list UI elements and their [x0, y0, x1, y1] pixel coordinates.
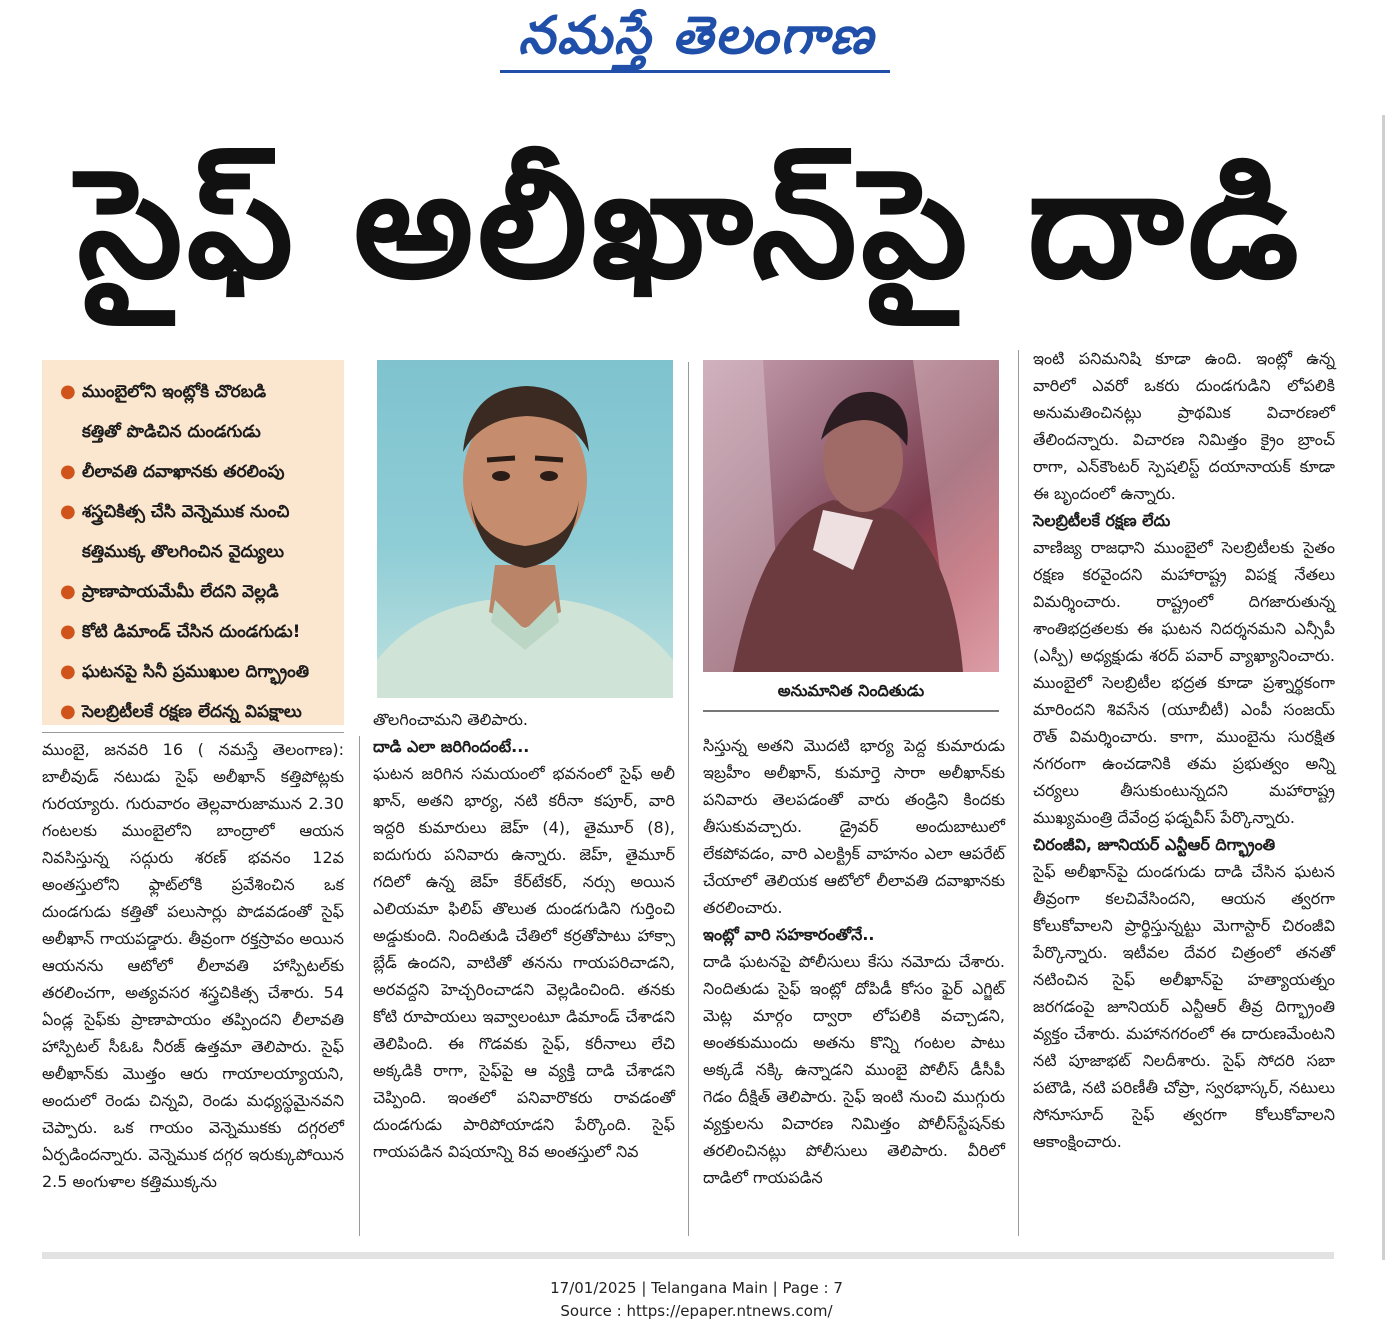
- highlight-item: ● లీలావతి దవాఖానకు తరలింపు: [60, 452, 336, 492]
- highlight-item: ● ఘటనపై సినీ ప్రముఖుల దిగ్భ్రాంతి: [60, 652, 336, 692]
- page-bottom-bar: [42, 1252, 1334, 1259]
- article-column-4: [1033, 345, 1335, 1155]
- bullet-icon: ●: [60, 661, 76, 682]
- highlight-item: ● ముంబైలోని ఇంట్లోకి చొరబడి కత్తితో పొడిచిన దుండగుడు: [60, 372, 336, 452]
- article-column-3: [703, 732, 1005, 1191]
- suspect-cctv-photo: [703, 360, 999, 672]
- footer-edition-info: 17/01/2025 | Telangana Main | Page : 7: [550, 1279, 843, 1297]
- highlights-box: [42, 360, 344, 725]
- column-divider: [359, 736, 360, 1236]
- bullet-icon: ●: [60, 501, 76, 522]
- subheading: దాడి ఎలా జరిగిందంటే...: [373, 737, 530, 756]
- article-paragraph: సిస్తున్న అతని మొదటి భార్య పెద్ద కుమారుడు ఇబ్రహీం అలీఖాన్, కుమార్తె సారా అలీఖాన్‌కు పనివారు తెలపడంతో వారు తండ్రిని కిందకు తీసుకువచ్చారు. డ్రైవర్ అందుబాటులో లేకపోవడం, వారి ఎలక్ట్రిక్ వాహనం ఎలా ఆపరేట్ చేయాలో తెలియక ఆటోలో లీలావతి దవాఖానకు తరలించారు.: [703, 736, 1005, 917]
- article-paragraph: దాడి ఘటనపై పోలీసులు కేసు నమోదు చేశారు. నిందితుడు సైఫ్ ఇంట్లో దోపిడీ కోసం ఫైర్ ఎగ్జిట్ మెట్ల మార్గం ద్వారా లోపలికి వచ్చాడని, అంతకుముందు అతను కొన్ని గంటల పాటు అక్కడే నక్కి ఉన్నాడని ముంబై పోలీస్ డీసీపీ గెడం దీక్షిత్ తెలిపారు. సైఫ్ ఇంటి నుంచి ముగ్గురు వ్యక్తులను విచారణ నిమిత్తం పోలీస్‌స్టేషన్‌కు తరలించినట్లు పోలీసులు తెలిపారు. వీరిలో దాడిలో గాయపడిన: [703, 952, 1005, 1187]
- masthead-underline: [500, 70, 890, 73]
- article-paragraph: సైఫ్ అలీఖాన్‌పై దుండగుడు దాడి చేసిన ఘటన తీవ్రంగా కలచివేసిందని, ఆయన త్వరగా కోలుకోవాలని ప్రార్థిస్తున్నట్టు మెగాస్టార్ చిరంజీవి పేర్కొన్నారు. ఇటీవల దేవర చిత్రంలో తనతో నటించిన సైఫ్ అలీఖాన్‌పై హత్యాయత్నం జరగడంపై జూనియర్ ఎన్టీఆర్ తీవ్ర దిగ్భ్రాంతి వ్యక్తం చేశారు. మహానగరంలో ఈ దారుణమేంటని నటి పూజాభట్ నిలదీశారు. సైఫ్ సోదరి సబా పటౌడి, నటి పరిణీతీ చోప్రా, స్వరభాస్కర్, నటులు సోనూసూద్ సైఫ్ త్వరగా కోలుకోవాలని ఆకాంక్షించారు.: [1033, 862, 1335, 1151]
- article-paragraph: ముంబై, జనవరి 16 ( నమస్తే తెలంగాణ): బాలీవుడ్ నటుడు సైఫ్ అలీఖాన్ కత్తిపోట్లకు గురయ్యారు. గురువారం తెల్లవారుజామున 2.30 గంటలకు ముంబైలోని బాంద్రాలో ఆయన నివసిస్తున్న సద్గురు శరణ్ భవనం 12వ అంతస్తులోని ఫ్లాట్‌లోకి ప్రవేశించిన ఒక దుండగుడు కత్తితో పలుసార్లు పొడవడంతో సైఫ్ అలీఖాన్ గాయపడ్డారు. తీవ్రంగా రక్తస్రావం అయిన ఆయనను ఆటోలో లీలావతి హాస్పిటల్‌కు తరలించగా, అత్యవసర శస్త్రచికిత్స చేశారు. 54 ఏండ్ల సైఫ్‌కు ప్రాణాపాయం తప్పిందని లీలావతి హాస్పిటల్ సీఓఓ నీరజ్ ఉత్తమా తెలిపారు. సైఫ్ అలీఖాన్‌కు మొత్తం ఆరు గాయాలయ్యాయని, అందులో రెండు చిన్నవి, రెండు మధ్యస్థమైనవని చెప్పారు. ఒక గాయం వెన్నెముకకు దగ్గరలో ఏర్పడిందన్నారు. వెన్నెముక దగ్గర ఇరుక్కుపోయిన 2.5 అంగుళాల కత్తిముక్కను: [42, 740, 344, 1191]
- bullet-icon: ●: [60, 621, 76, 642]
- footer-source-link[interactable]: Source : https://epaper.ntnews.com/: [560, 1302, 833, 1320]
- article-paragraph: వాణిజ్య రాజధాని ముంబైలో సెలబ్రిటీలకు సైతం రక్షణ కరవైందని మహారాష్ట్ర విపక్ష నేతలు విమర్శించారు. రాష్ట్రంలో దిగజారుతున్న శాంతిభద్రతలకు ఈ ఘటన నిదర్శనమని ఎన్సీపీ (ఎస్పీ) అధ్యక్షుడు శరద్ పవార్ వ్యాఖ్యానించారు. ముంబైలో సెలబ్రిటీల భద్రత కూడా ప్రశ్నార్థకంగా మారిందని శివసేన (యూబీటీ) ఎంపీ సంజయ్ రౌత్ విమర్శించారు. కాగా, ముంబైను సురక్షిత నగరంగా ఉంచడానికి తమ ప్రభుత్వం అన్ని చర్యలు తీసుకుంటున్నదని మహారాష్ట్ర ముఖ్యమంత్రి దేవేంద్ర ఫడ్నవీస్ పేర్కొన్నారు.: [1033, 538, 1335, 827]
- article-column-1: [42, 736, 344, 1195]
- bullet-icon: ●: [60, 381, 76, 402]
- bullet-icon: ●: [60, 581, 76, 602]
- saif-ali-khan-photo: [377, 360, 673, 698]
- column-divider: [1018, 350, 1019, 1236]
- caption-divider: [703, 710, 999, 712]
- bullet-icon: ●: [60, 461, 76, 482]
- newspaper-masthead: నమస్తే తెలంగాణ: [518, 6, 875, 66]
- article-headline: సైఫ్ అలీఖాన్‌పై దాడి: [77, 138, 1303, 312]
- highlight-item: ● శస్త్రచికిత్స చేసి వెన్నెముక నుంచి కత్తిముక్క తొలగించిన వైద్యులు: [60, 492, 336, 572]
- subheading: ఇంట్లో వారి సహకారంతోనే..: [703, 925, 875, 944]
- article-paragraph: తొలగించామని తెలిపారు.: [373, 710, 529, 729]
- highlight-item: ● కోటి డిమాండ్ చేసిన దుండగుడు!: [60, 612, 336, 652]
- page-edge-shadow: [1382, 115, 1385, 1260]
- highlight-item: ● సెలబ్రిటీలకే రక్షణ లేదన్న విపక్షాలు: [60, 692, 336, 732]
- article-paragraph: ఇంటి పనిమనిషి కూడా ఉంది. ఇంట్లో ఉన్న వారిలో ఎవరో ఒకరు దుండగుడిని లోపలికి అనుమతించినట్లు ప్రాథమిక విచారణలో తేలిందన్నారు. విచారణ నిమిత్తం క్రైం బ్రాంచ్ రాగా, ఎన్‌కౌంటర్ స్పెషలిస్ట్ దయానాయక్ కూడా ఈ బృందంలో ఉన్నారు.: [1033, 349, 1335, 503]
- subheading: సెలబ్రిటీలకే రక్షణ లేదు: [1033, 511, 1171, 530]
- bullet-icon: ●: [60, 701, 76, 722]
- highlight-item: ● ప్రాణాపాయమేమీ లేదని వెల్లడి: [60, 572, 336, 612]
- article-paragraph: ఘటన జరిగిన సమయంలో భవనంలో సైఫ్ అలీ ఖాన్, అతని భార్య, నటి కరీనా కపూర్, వారి ఇద్దరి కుమారులు జెహ్ (4), తైమూర్ (8), ఐదుగురు పనివారు ఉన్నారు. జెహ్, తైమూర్ గదిలో ఉన్న జెహ్ కేర్‌టేకర్, నర్సు అయిన ఎలియమా ఫిలిప్ తొలుత దుండగుడిని గుర్తించి అడ్డుకుంది. నిందితుడి చేతిలో కర్రతోపాటు హాక్సా బ్లేడ్ ఉందని, వాటితో తనను గాయపరిచాడని, అరవద్దని హెచ్చరించాడని వెల్లడించింది. తనకు కోటి రూపాయలు ఇవ్వాలంటూ డిమాండ్ చేశాడని తెలిపింది. ఈ గొడవకు సైఫ్, కరీనాలు లేచి అక్కడికి రాగా, సైఫ్‌పై ఆ వ్యక్తి దాడి చేశాడని చెప్పింది. ఇంతలో పనివారొకరు రావడంతో దుండగుడు పారిపోయాడని పేర్కొంది. సైఫ్ గాయపడిన విషయాన్ని 8వ అంతస్తులో నివ: [373, 764, 675, 1161]
- column-top-rule: [42, 732, 344, 733]
- column-divider: [688, 362, 689, 1236]
- suspect-photo-caption: అనుమానిత నిందితుడు: [777, 681, 925, 700]
- subheading: చిరంజీవి, జూనియర్ ఎన్టీఆర్ దిగ్భ్రాంతి: [1033, 835, 1276, 854]
- article-column-2: [373, 706, 675, 1165]
